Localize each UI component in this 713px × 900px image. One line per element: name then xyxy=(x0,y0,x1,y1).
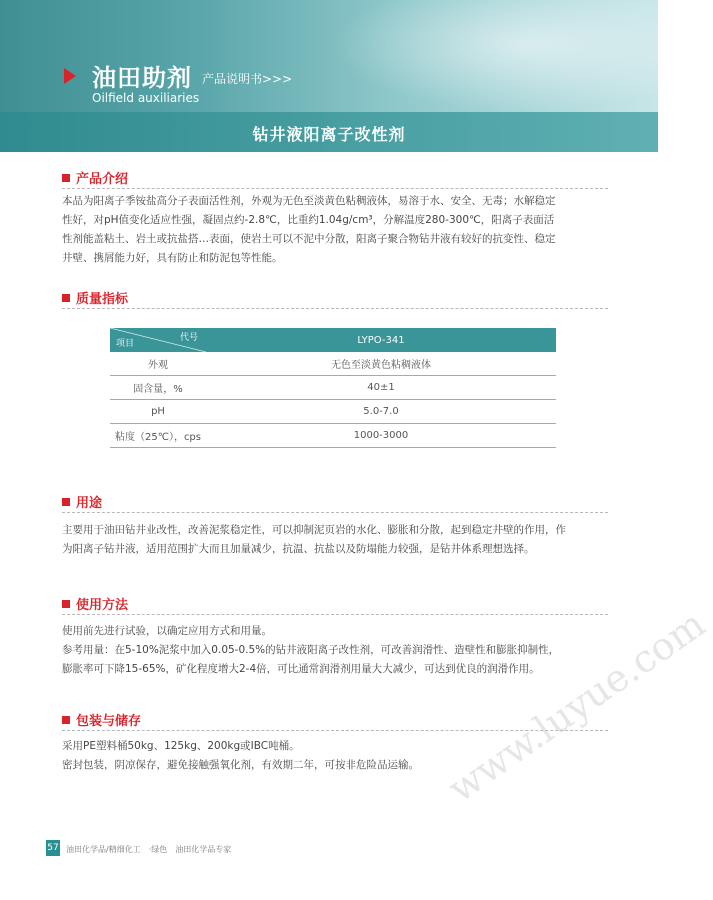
header-subtitle: 产品说明书>>> xyxy=(202,72,293,86)
table-header-row xyxy=(110,328,556,352)
header-title: 油田助剂 xyxy=(92,64,192,92)
text-line: 性好，对pH值变化适应性强，凝固点约-2.8℃，比重约1.04g/cm³，分解温度280-300℃，阳离子表面活 xyxy=(62,214,555,226)
section-marker-icon xyxy=(62,174,70,182)
table-cell-item: 粘度（25℃），cps xyxy=(110,424,206,448)
table-cell-item: 固含量，% xyxy=(110,376,206,400)
section-divider xyxy=(62,614,608,615)
table-header-code: LYPO-341 xyxy=(206,328,556,352)
table-row xyxy=(110,352,556,376)
quality-spec-table xyxy=(110,328,556,448)
table-row xyxy=(110,424,556,448)
text-line: 使用前先进行试验，以确定应用方式和用量。 xyxy=(62,625,272,637)
section-heading-label: 产品介绍 xyxy=(76,172,129,187)
text-line: 本品为阳离子季铵盐高分子表面活性剂，外观为无色至淡黄色粘稠液体，易溶于水、安全、无毒；水解稳定 xyxy=(62,195,556,207)
text-line: 性剂能盖粘土、岩土或抗盐搭…表面，使岩土可以不泥中分散，阳离子聚合物钻井液有较好的抗变性、稳定 xyxy=(62,233,556,245)
section-divider xyxy=(62,512,608,513)
header-arrow-icon xyxy=(64,68,76,84)
table-cell-value: 5.0-7.0 xyxy=(206,400,556,424)
table-cell-value: 1000-3000 xyxy=(206,424,556,448)
section-marker-icon xyxy=(62,600,70,608)
watermark: www.luyue.com xyxy=(440,601,713,812)
table-row xyxy=(110,376,556,400)
section-marker-icon xyxy=(62,294,70,302)
method-paragraph xyxy=(62,622,612,679)
section-marker-icon xyxy=(62,498,70,506)
table-cell-item: 外观 xyxy=(110,352,206,376)
intro-paragraph xyxy=(62,192,612,268)
text-line: 密封包装，阴凉保存，避免接触强氧化剂，有效期二年，可按非危险品运输。 xyxy=(62,759,419,771)
header-banner xyxy=(0,0,658,112)
corner-label-code: 代号 xyxy=(179,333,198,343)
text-line: 主要用于油田钻井业改性，改善泥浆稳定性，可以抑制泥页岩的水化、膨胀和分散，起到稳定井壁的作用，作 xyxy=(62,524,566,536)
section-heading-label: 用途 xyxy=(76,496,103,511)
text-line: 膨胀率可下降15-65%，矿化程度增大2-4倍，可比通常润滑剂用量大大减少，可达到优良的润滑作用。 xyxy=(62,663,540,675)
text-line: 为阳离子钻井液，适用范围扩大而且加量减少，抗温、抗盐以及防塌能力较强，是钻井体系理想选择。 xyxy=(62,543,535,555)
table-cell-value: 无色至淡黄色粘稠液体 xyxy=(206,352,556,376)
section-marker-icon xyxy=(62,716,70,724)
product-title-bar xyxy=(0,112,658,152)
table-cell-value: 40±1 xyxy=(206,376,556,400)
header-background-image xyxy=(330,0,660,112)
section-heading-label: 使用方法 xyxy=(76,598,129,613)
table-row xyxy=(110,400,556,424)
footer-text: 油田化学品/精细化工 ·绿色 油田化学品专家 xyxy=(66,845,232,854)
section-heading-label: 质量指标 xyxy=(76,292,129,307)
text-line: 采用PE塑料桶50kg、125kg、200kg或IBC吨桶。 xyxy=(62,740,300,752)
section-divider xyxy=(62,308,608,309)
usage-paragraph xyxy=(62,521,612,559)
table-cell-item: pH xyxy=(110,400,206,424)
section-heading-label: 包装与储存 xyxy=(76,714,142,729)
corner-label-item: 项目 xyxy=(116,339,135,349)
page-number: 57 xyxy=(46,840,60,856)
table-corner-cell xyxy=(110,328,206,352)
header-title-english: Oilfield auxiliaries xyxy=(92,91,200,105)
product-title: 钻井液阳离子改性剂 xyxy=(252,125,406,144)
section-divider xyxy=(62,188,608,189)
text-line: 井壁、携屑能力好，具有防止和防泥包等性能。 xyxy=(62,252,283,264)
text-line: 参考用量：在5-10%泥浆中加入0.05-0.5%的钻井液阳离子改性剂，可改善润滑性、造壁性和膨胀抑制性， xyxy=(62,644,560,656)
